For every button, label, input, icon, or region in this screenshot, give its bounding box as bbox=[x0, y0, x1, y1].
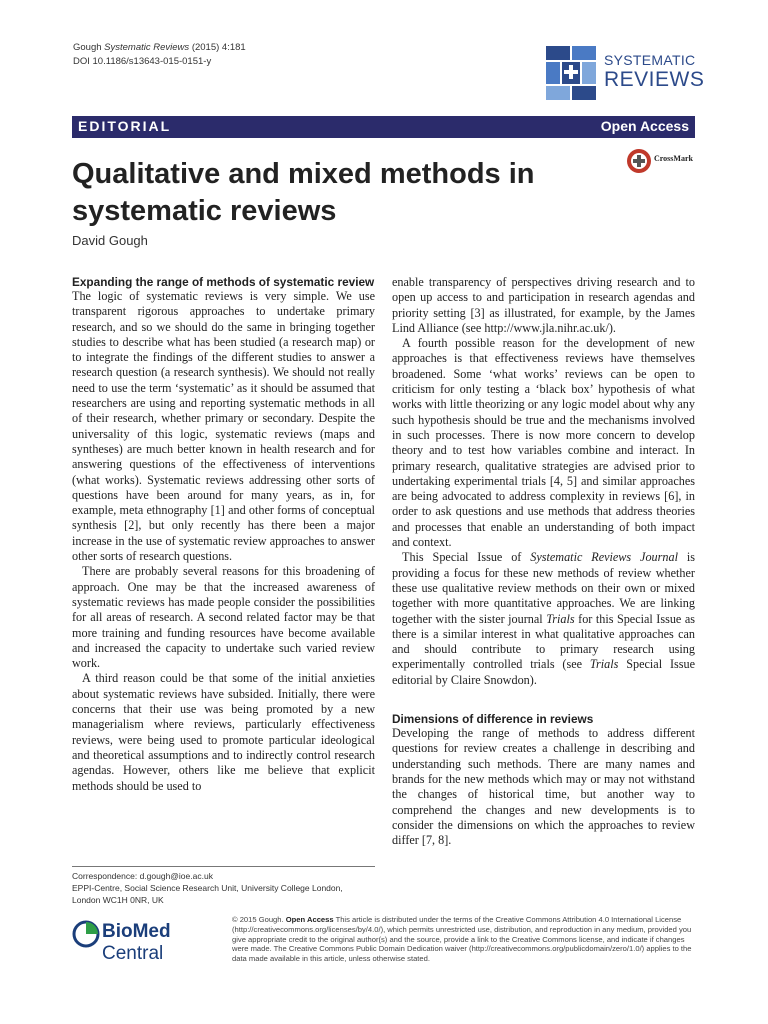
section-heading-expanding: Expanding the range of methods of systematic review bbox=[72, 275, 375, 289]
correspondence-email[interactable]: Correspondence: d.gough@ioe.ac.uk bbox=[72, 871, 213, 881]
journal-logo-icon bbox=[542, 42, 600, 104]
paragraph-2: There are probably several reasons for this broadening of approach. One may be that the increased awareness of systematic reviews has made people consider the possibilities for all areas of research. A second related factor may be that more training and funding resources have become available and increased the capacity to undertake such varied review work. bbox=[72, 564, 375, 671]
license-open-access: Open Access bbox=[285, 915, 334, 924]
article-type-banner bbox=[72, 116, 695, 138]
citation-author: Gough bbox=[73, 42, 102, 53]
journal-name-reference: Systematic Reviews Journal bbox=[530, 550, 678, 565]
body-column-left bbox=[72, 275, 375, 794]
citation-header bbox=[73, 41, 246, 69]
crossmark-badge[interactable] bbox=[626, 148, 698, 174]
paragraph-6-part-b: is providing a focus for these new methods of review whether these use qualitative review methods on their own or mixed together with more quantitative approaches. We are linking together with the sister journal bbox=[392, 550, 695, 626]
crossmark-icon bbox=[626, 148, 652, 174]
journal-logo-line2: REVIEWS bbox=[604, 68, 705, 91]
paragraph-3: A third reason could be that some of the initial anxieties about systematic reviews have subsided. Initially, there were concerns that their use was being promoted by a new managerialism where reviews, particularly effectiveness reviews, were being used to promote particular ideological and theoretical assumptions and to indirectly control research agendas. However, others like me believe that explicit methods should be used to bbox=[72, 671, 375, 793]
paragraph-6 bbox=[392, 550, 695, 688]
body-column-right bbox=[392, 275, 695, 848]
license-notice bbox=[232, 915, 697, 964]
affiliation-line-1: EPPI-Centre, Social Science Research Unit, University College London, bbox=[72, 883, 343, 893]
citation-volume: (2015) 4:181 bbox=[191, 42, 246, 53]
citation-journal: Systematic Reviews bbox=[104, 42, 190, 53]
crossmark-label: CrossMark bbox=[654, 154, 693, 163]
paragraph-6-part-c: for this Special Issue as there is a similar interest in what qualitative approaches can and should contribute to primary research using experimentally controlled trials (see bbox=[392, 611, 695, 672]
section-heading-dimensions: Dimensions of difference in reviews bbox=[392, 712, 594, 727]
paragraph-6-part-a: This Special Issue of bbox=[402, 550, 531, 565]
bmc-bio: BioMed bbox=[102, 921, 171, 942]
paragraph-4: enable transparency of perspectives driving research and to open up access to and participation in research agendas and priority setting [3] as illustrated, for example, by the James Lind Alliance (see http://www.jla.nihr.ac.uk/). bbox=[392, 275, 695, 335]
bmc-central: Central bbox=[102, 943, 164, 964]
article-title: Qualitative and mixed methods in systematic reviews bbox=[72, 158, 535, 227]
trials-reference: Trials bbox=[546, 611, 575, 626]
correspondence-block bbox=[72, 866, 375, 906]
license-copyright: © 2015 Gough. bbox=[232, 915, 284, 924]
open-access-label[interactable]: Open Access bbox=[600, 118, 689, 134]
doi[interactable]: DOI 10.1186/s13643-015-0151-y bbox=[73, 56, 212, 67]
journal-logo[interactable] bbox=[542, 42, 705, 104]
article-type-label: EDITORIAL bbox=[78, 118, 172, 134]
journal-logo-line1: SYSTEMATIC bbox=[604, 52, 696, 68]
article-author: David Gough bbox=[72, 233, 148, 248]
biomed-central-wordmark bbox=[102, 921, 222, 965]
paragraph-7: Developing the range of methods to address different questions for review creates a challenge in describing and understanding such methods. There are many names and brands for the new methods which may or may not withstand the changes of historical time, but another way to comprehend the changes and new developments is to consider the dimensions on which the approaches to review differ [7, 8]. bbox=[392, 726, 695, 848]
paragraph-1: The logic of systematic reviews is very simple. We use transparent rigorous approaches to undertake primary research, and so we should do the same in bringing together studies to describe what has been studied (a research map) or to integrate the findings of the different studies to answer a research question (a research synthesis). We should not really need to use the term ‘systematic’ as it should be assumed that researchers are using and reporting systematic methods in all of their research, whether primary or secondary. Despite the universality of this logic, systematic reviews (maps and syntheses) are much better known in health research and for answering questions of the effectiveness of interventions (what works). Systematic reviews addressing other sorts of questions have been around for many years, as in, for example, meta ethnography [1] and other forms of conceptual synthesis [2], but only recently has there been a major increase in the use of systematic review approaches to answer other sorts of research questions. bbox=[72, 289, 375, 564]
biomed-central-icon bbox=[72, 920, 100, 948]
biomed-central-logo[interactable] bbox=[72, 918, 222, 964]
paragraph-5: A fourth possible reason for the development of new approaches is that effectiveness reviews have themselves broadened. Some ‘what works’ reviews can be open to criticism for only testing a ‘black box’ hypothesis of what works with little theorizing or any logic model about why any such hypothesis should be true and the mechanisms involved in such processes. There is now more concern to develop theory and to test how variables combine and interact. In primary research, qualitative strategies are advised prior to undertaking experimental trials [4, 5] and similar approaches are being advocated to address complexity in reviews [6], in order to ask questions and use methods that address theories and processes that enable an understanding of both impact and context. bbox=[392, 336, 695, 550]
trials-reference-2: Trials bbox=[589, 657, 619, 672]
license-text: This article is distributed under the terms of the Creative Commons Attribution 4.0 International License (http://creativecommons.org/licenses/by/4.0/), which permits unrestricted use, distribution, and reproduction in any medium, provided you give appropriate credit to the original author(s) and the source, provide a link to the Creative Commons license, and indicate if changes were made. The Creative Commons Public Domain Dedication waiver (http://creativecommons.org/publicdomain/zero/1.0/) applies to the data made available in this article, unless otherwise stated. bbox=[232, 915, 692, 964]
affiliation-line-2: London WC1H 0NR, UK bbox=[72, 895, 164, 905]
paragraph-6-part-d: Special Issue editorial by Claire Snowdon). bbox=[392, 657, 695, 687]
